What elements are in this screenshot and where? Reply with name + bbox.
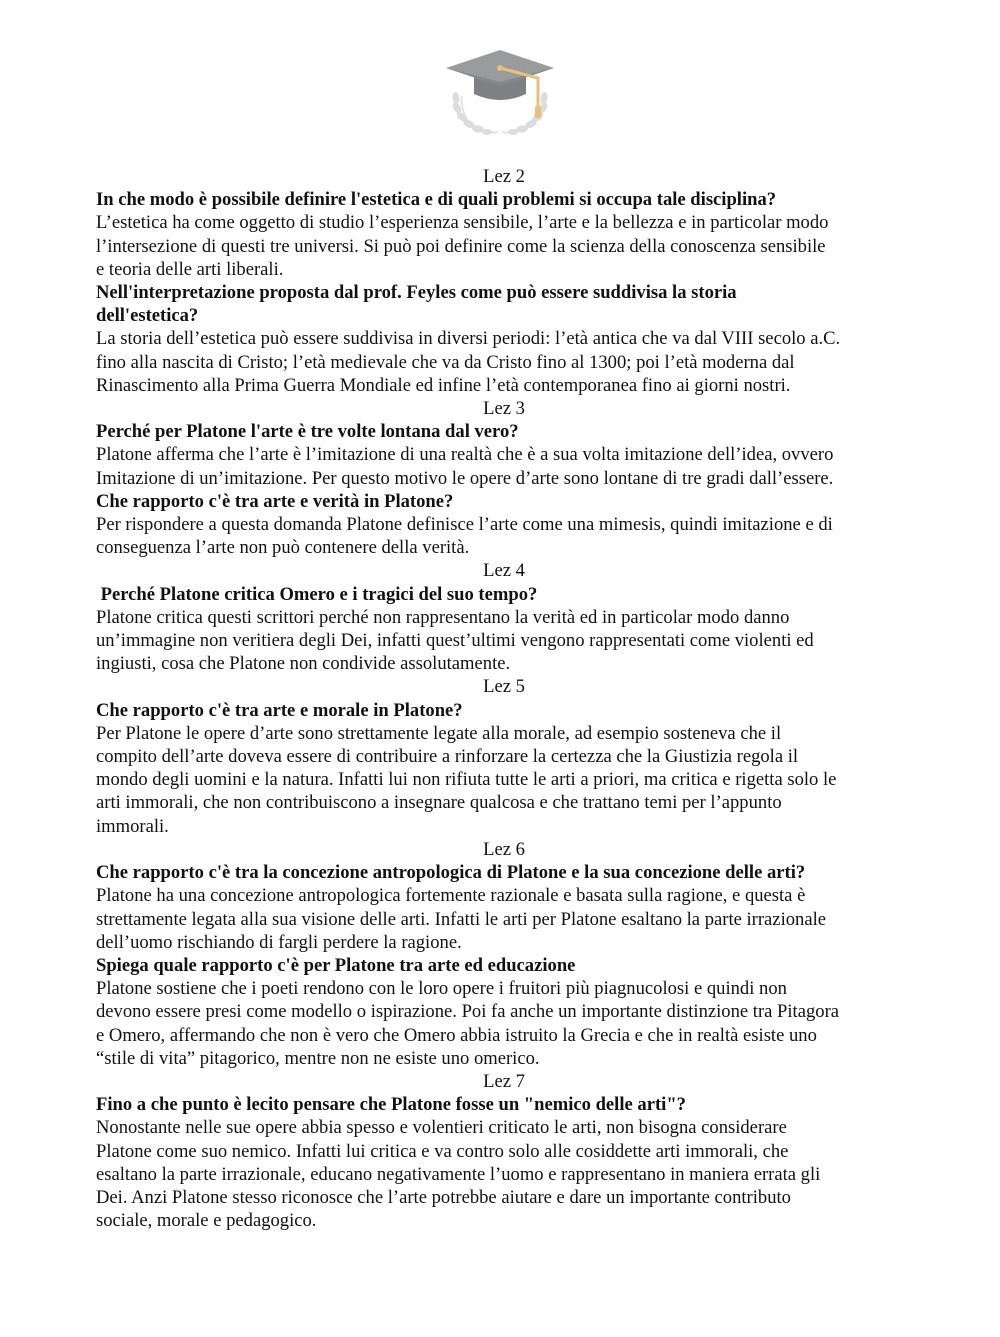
- answer-line: La storia dell’estetica può essere suddivisa in diversi periodi: l’età antica che va dal VIII secolo a.C.: [96, 328, 841, 350]
- lesson-heading: Lez 5: [483, 676, 525, 698]
- answer-line: immorali.: [96, 815, 169, 837]
- answer-line: compito dell’arte doveva essere di contribuire a rinforzare la certezza che la Giustizia regola il: [96, 746, 799, 768]
- answer-line: strettamente legata alla sua visione delle arti. Infatti le arti per Platone esaltano la parte irrazionale: [96, 908, 826, 930]
- answer-line: Imitazione di un’imitazione. Per questo motivo le opere d’arte sono lontane di tre gradi dall’essere.: [96, 467, 834, 489]
- question: Perché Platone critica Omero e i tragici del suo tempo?: [96, 583, 538, 605]
- question: Perché per Platone l'arte è tre volte lontana dal vero?: [96, 421, 519, 443]
- question: Che rapporto c'è tra la concezione antropologica di Platone e la sua concezione delle arti?: [96, 862, 806, 884]
- question: Che rapporto c'è tra arte e morale in Platone?: [96, 699, 463, 721]
- question: Che rapporto c'è tra arte e verità in Platone?: [96, 490, 454, 512]
- answer-line: fino alla nascita di Cristo; l’età medievale che va da Cristo fino al 1300; poi l’età moderna dal: [96, 351, 795, 373]
- question: Fino a che punto è lecito pensare che Platone fosse un "nemico delle arti"?: [96, 1094, 686, 1116]
- answer-line: sociale, morale e pedagogico.: [96, 1210, 317, 1232]
- answer-line: Nonostante nelle sue opere abbia spesso e volentieri criticato le arti, non bisogna considerare: [96, 1117, 787, 1139]
- answer: [96, 1116, 912, 1232]
- answer-line: Platone ha una concezione antropologica fortemente razionale e basata sulla ragione, e questa è: [96, 885, 806, 907]
- answer: [96, 327, 912, 397]
- answer: [96, 606, 912, 676]
- graduation-cap-icon: [444, 46, 556, 138]
- answer: [96, 884, 912, 954]
- lesson-heading: Lez 7: [483, 1070, 525, 1092]
- answer-line: un’immagine non veritiera degli Dei, infatti quest’ultimi vengono rappresentati come violenti ed: [96, 630, 814, 652]
- answer-line: Dei. Anzi Platone stesso riconosce che l’arte potrebbe aiutare e dare un importante contributo: [96, 1186, 791, 1208]
- answer-line: esaltano la parte irrazionale, educano negativamente l’uomo e rappresentano in maniera errata gli: [96, 1163, 821, 1185]
- answer-line: Platone afferma che l’arte è l’imitazione di una realtà che è a sua volta imitazione dell’idea, ovvero: [96, 444, 834, 466]
- question: In che modo è possibile definire l'estetica e di quali problemi si occupa tale disciplina?: [96, 189, 777, 211]
- answer-line: Per Platone le opere d’arte sono strettamente legate alla morale, ad esempio sosteneva che il: [96, 722, 782, 744]
- answer-line: L’estetica ha come oggetto di studio l’esperienza sensibile, l’arte e la bellezza e in particolar modo: [96, 212, 829, 234]
- qa-document: [96, 165, 912, 1232]
- lesson-heading: Lez 2: [483, 166, 525, 187]
- answer-line: e teoria delle arti liberali.: [96, 258, 284, 280]
- answer-line: arti immorali, che non contribuiscono a insegnare qualcosa e che trattano temi per l’appunto: [96, 792, 782, 814]
- answer-line: Platone sostiene che i poeti rendono con le loro opere i fruitori più piagnucolosi e quindi non: [96, 978, 787, 1000]
- question-line: dell'estetica?: [96, 305, 199, 327]
- question-line: Nell'interpretazione proposta dal prof. Feyles come può essere suddivisa la storia: [96, 282, 737, 304]
- answer-line: “stile di vita” pitagorico, mentre non ne esiste uno omerico.: [96, 1047, 540, 1069]
- answer-line: l’intersezione di questi tre universi. Si può poi definire come la scienza della conoscenza sensibile: [96, 235, 826, 257]
- lesson-heading: Lez 3: [483, 398, 525, 420]
- lesson-heading: Lez 6: [483, 838, 525, 860]
- answer-line: Platone come suo nemico. Infatti lui critica e va contro solo alle cosiddette arti immorali, che: [96, 1140, 789, 1162]
- answer-line: e Omero, affermando che non è vero che Omero abbia istruito la Grecia e che in realtà esiste uno: [96, 1024, 817, 1046]
- answer: [96, 211, 912, 281]
- answer: [96, 513, 912, 559]
- lesson-heading: Lez 4: [483, 560, 525, 582]
- answer-line: conseguenza l’arte non può contenere della verità.: [96, 537, 470, 559]
- answer-line: devono essere presi come modello o ispirazione. Poi fa anche un importante distinzione tra Pitagora: [96, 1001, 840, 1023]
- answer-line: mondo degli uomini e la natura. Infatti lui non rifiuta tutte le arti a priori, ma critica e rigetta solo le: [96, 769, 837, 791]
- answer-line: dell’uomo rischiando di fargli perdere la ragione.: [96, 931, 462, 953]
- question: [96, 281, 912, 327]
- question: Spiega quale rapporto c'è per Platone tra arte ed educazione: [96, 954, 576, 976]
- answer: [96, 977, 912, 1070]
- answer: [96, 443, 912, 489]
- answer-line: Platone critica questi scrittori perché non rappresentano la verità ed in particolar modo danno: [96, 606, 790, 628]
- answer-line: ingiusti, cosa che Platone non condivide assolutamente.: [96, 653, 511, 675]
- answer-line: Rinascimento alla Prima Guerra Mondiale ed infine l’età contemporanea fino ai giorni nostri.: [96, 374, 791, 396]
- answer: [96, 722, 912, 838]
- answer-line: Per rispondere a questa domanda Platone definisce l’arte come una mimesis, quindi imitazione e di: [96, 514, 833, 536]
